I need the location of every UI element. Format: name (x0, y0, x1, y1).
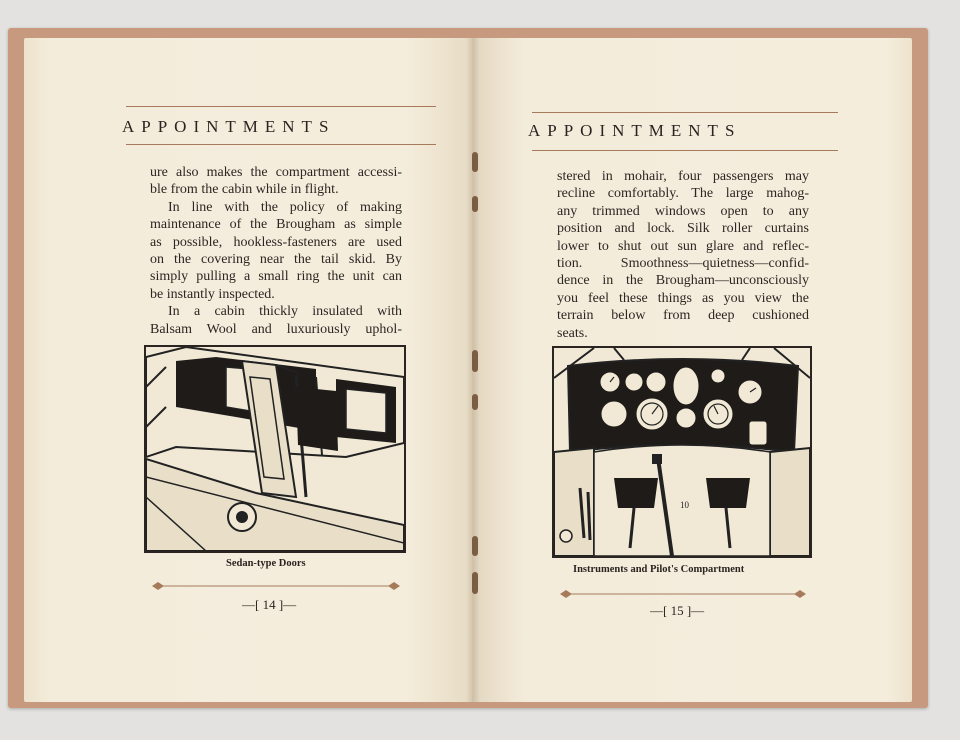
text-line: seats. (557, 325, 588, 341)
binding-hole (472, 572, 478, 594)
instrument-panel-drawing (554, 348, 810, 556)
text-line: dence in the Brougham—unconsciously (557, 273, 809, 289)
page-header: APPOINTMENTS (528, 121, 742, 140)
binding-hole (472, 152, 478, 172)
text-line: simply pulling a small ring the unit can (150, 269, 402, 285)
binding-hole (472, 196, 478, 212)
text-line: ble from the cabin while in flight. (150, 182, 339, 198)
text-line: as possible, hookless-fasteners are used (150, 234, 402, 250)
text-line: ure also makes the compartment accessi- (150, 165, 402, 180)
header-rule-bottom (532, 150, 838, 151)
text-line: recline comfortably. The large mahog- (557, 186, 809, 202)
binding-hole (472, 394, 478, 410)
page-number: 14 (262, 597, 276, 612)
text-line: maintenance of the Brougham as simple (150, 217, 402, 233)
page-header: APPOINTMENTS (122, 117, 336, 136)
illustration-caption: Instruments and Pilot's Compartment (573, 564, 745, 575)
instruments-illustration (552, 346, 812, 558)
binding-hole (472, 350, 478, 372)
text-line: stered in mohair, four passengers may (557, 169, 809, 184)
ornament-divider (558, 588, 808, 600)
illustration-caption: Sedan-type Doors (226, 558, 306, 569)
text-line: In a cabin thickly insulated with (168, 304, 402, 320)
text-line: on the covering near the tail skid. By (150, 252, 402, 268)
page-number-left: —[ 14 ]— (242, 597, 297, 612)
text-line: tion. Smoothness—quietness—confid- (557, 256, 809, 272)
ornament-divider (150, 580, 402, 592)
left-body-text (150, 164, 402, 338)
text-line: you feel these things as you view the (557, 290, 809, 306)
sedan-doors-illustration (144, 345, 406, 553)
page-number: 15 (670, 603, 684, 618)
binding-hole (472, 536, 478, 556)
header-rule-top (532, 112, 838, 113)
text-line: lower to shut out sun glare and reflec- (557, 238, 809, 254)
sedan-doors-drawing (146, 347, 404, 551)
text-line: position and lock. Silk roller curtains (557, 221, 809, 237)
header-rule-bottom (126, 144, 436, 145)
text-line: any trimmed windows open to any (557, 203, 809, 219)
text-line: In line with the policy of making (168, 199, 402, 215)
header-rule-top (126, 106, 436, 107)
illustration-label: 10 (680, 500, 689, 510)
text-line: be instantly inspected. (150, 286, 275, 302)
text-line: terrain below from deep cushioned (557, 308, 809, 324)
text-line: Balsam Wool and luxuriously uphol- (150, 321, 402, 337)
page-number-right: —[ 15 ]— (650, 603, 705, 618)
right-body-text (557, 168, 809, 342)
